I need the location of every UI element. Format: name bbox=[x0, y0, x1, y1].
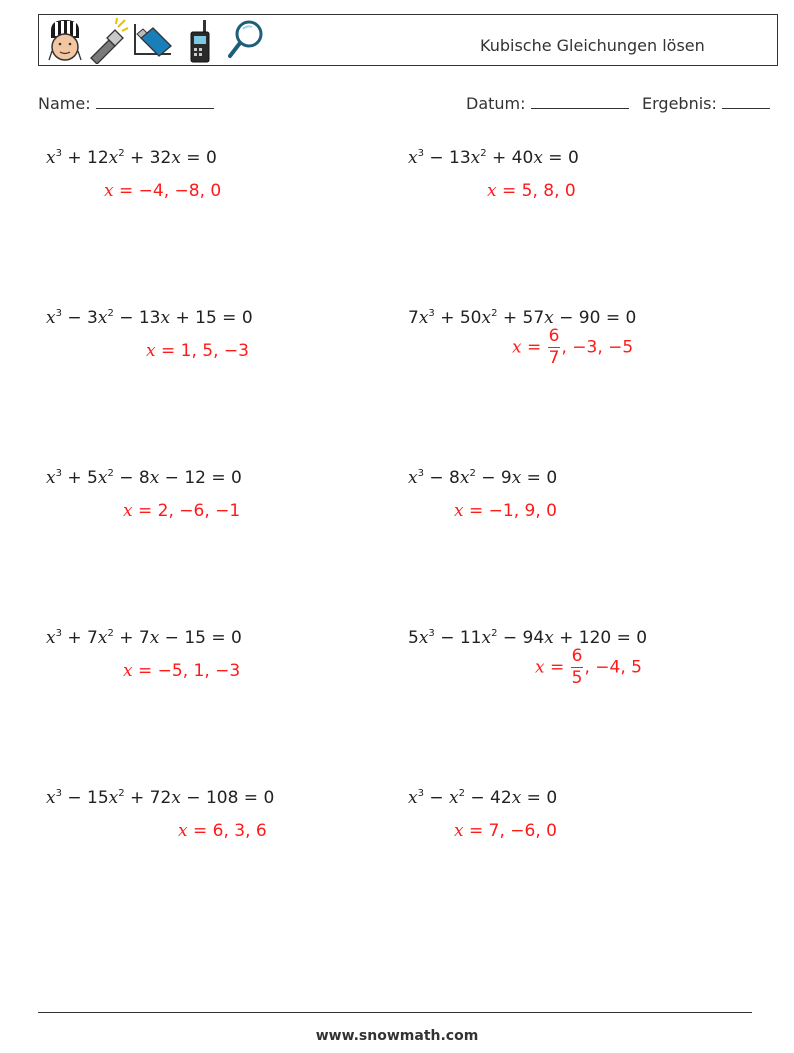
equation-term: + 50 bbox=[440, 308, 482, 328]
equation-term: − 94 bbox=[497, 628, 545, 648]
fraction-denominator: 7 bbox=[548, 348, 560, 368]
face-icon bbox=[45, 18, 85, 64]
problem-equation bbox=[408, 788, 557, 808]
exponent: 3 bbox=[417, 148, 424, 159]
equation-term: + 15 = 0 bbox=[170, 308, 253, 328]
equation-term: + 5 bbox=[67, 468, 98, 488]
problem-item bbox=[408, 788, 748, 888]
equation-term: = 0 bbox=[521, 468, 558, 488]
variable-x: x bbox=[511, 788, 522, 808]
answer-values: 2, −6, −1 bbox=[157, 501, 241, 521]
equation-term: − 13 bbox=[429, 148, 471, 168]
exponent: 3 bbox=[417, 788, 424, 799]
equation-term: − 12 = 0 bbox=[159, 468, 242, 488]
equation-term: − 90 = 0 bbox=[553, 308, 637, 328]
variable-x: x bbox=[470, 148, 481, 168]
problem-equation bbox=[408, 148, 579, 168]
date-field[interactable] bbox=[466, 93, 629, 113]
equation-term: − bbox=[429, 788, 450, 808]
equation-term: − 108 = 0 bbox=[180, 788, 275, 808]
problem-item bbox=[46, 628, 386, 728]
problem-item bbox=[408, 628, 748, 728]
variable-x: x bbox=[408, 148, 418, 168]
equation-term: + 72 bbox=[124, 788, 172, 808]
problem-equation bbox=[408, 628, 647, 648]
name-field[interactable] bbox=[38, 93, 214, 113]
equation-term: = 0 bbox=[180, 148, 217, 168]
exponent: 2 bbox=[491, 308, 498, 319]
answer-values: −4, −8, 0 bbox=[138, 181, 222, 201]
answer-values: −1, 9, 0 bbox=[488, 501, 557, 521]
answer-values: 7, −6, 0 bbox=[488, 821, 557, 841]
equation-term: − 42 bbox=[465, 788, 512, 808]
answer-variable: x bbox=[487, 181, 497, 201]
exponent: 3 bbox=[55, 308, 62, 319]
exponent: 3 bbox=[55, 628, 62, 639]
answer bbox=[535, 648, 642, 687]
answer-variable: x bbox=[454, 821, 464, 841]
variable-x: x bbox=[149, 468, 160, 488]
answer-fraction bbox=[571, 648, 584, 687]
answer-equals: = bbox=[187, 821, 213, 841]
leading-coefficient: 7 bbox=[408, 308, 419, 328]
equation-term: − 8 bbox=[429, 468, 460, 488]
answer bbox=[512, 328, 633, 367]
answer-variable: x bbox=[454, 501, 464, 521]
fraction-denominator: 5 bbox=[571, 668, 583, 688]
equation-term: + 7 bbox=[113, 628, 150, 648]
answer bbox=[146, 341, 249, 361]
exponent: 2 bbox=[118, 788, 125, 799]
answer-equals: = bbox=[113, 181, 139, 201]
equation-term: − 13 bbox=[113, 308, 161, 328]
variable-x: x bbox=[459, 468, 470, 488]
equation-term: + 32 bbox=[124, 148, 172, 168]
answer-variable: x bbox=[178, 821, 188, 841]
answer bbox=[487, 181, 576, 201]
footer-url: www.snowmath.com bbox=[315, 1028, 479, 1044]
problem-equation bbox=[46, 148, 217, 168]
answer bbox=[104, 181, 221, 201]
answer-variable: x bbox=[512, 337, 522, 358]
equation-term: − 9 bbox=[475, 468, 512, 488]
variable-x: x bbox=[418, 308, 429, 328]
exponent: 3 bbox=[55, 148, 62, 159]
answer bbox=[178, 821, 267, 841]
result-field[interactable] bbox=[642, 93, 770, 113]
usb-stick-icon bbox=[131, 18, 175, 64]
footer-divider bbox=[38, 1012, 752, 1013]
exponent: 2 bbox=[480, 148, 487, 159]
exponent: 3 bbox=[417, 468, 424, 479]
walkie-talkie-icon bbox=[185, 18, 215, 64]
equation-term: + 40 bbox=[486, 148, 534, 168]
equation-term: + 120 = 0 bbox=[553, 628, 648, 648]
variable-x: x bbox=[108, 148, 119, 168]
problem-item bbox=[46, 308, 386, 408]
equation-term: + 7 bbox=[67, 628, 98, 648]
variable-x: x bbox=[46, 148, 56, 168]
exponent: 2 bbox=[107, 308, 114, 319]
date-label: Datum: bbox=[466, 94, 526, 113]
variable-x: x bbox=[481, 628, 492, 648]
equation-term: + 12 bbox=[67, 148, 109, 168]
exponent: 3 bbox=[428, 308, 435, 319]
equation-term: − 11 bbox=[440, 628, 482, 648]
equation-term: − 15 = 0 bbox=[159, 628, 242, 648]
equation-term: − 15 bbox=[67, 788, 109, 808]
problem-equation bbox=[408, 468, 557, 488]
leading-coefficient: 5 bbox=[408, 628, 419, 648]
variable-x: x bbox=[97, 308, 108, 328]
worksheet-header bbox=[38, 14, 778, 66]
exponent: 2 bbox=[491, 628, 498, 639]
answer-fraction bbox=[548, 328, 561, 367]
answer-variable: x bbox=[535, 657, 545, 678]
answer-equals: = bbox=[463, 501, 489, 521]
equation-term: = 0 bbox=[542, 148, 579, 168]
answer-equals: = bbox=[544, 657, 570, 678]
magnifier-icon bbox=[225, 18, 265, 64]
name-label: Name: bbox=[38, 94, 91, 113]
answer bbox=[454, 501, 557, 521]
variable-x: x bbox=[544, 628, 554, 648]
variable-x: x bbox=[408, 468, 418, 488]
problem-equation bbox=[46, 788, 274, 808]
exponent: 3 bbox=[428, 628, 435, 639]
answer-values: , −3, −5 bbox=[561, 337, 634, 358]
exponent: 2 bbox=[107, 628, 114, 639]
variable-x: x bbox=[108, 788, 119, 808]
equation-term: − 3 bbox=[67, 308, 98, 328]
answer-values: 1, 5, −3 bbox=[180, 341, 249, 361]
variable-x: x bbox=[418, 628, 429, 648]
answer-values: −5, 1, −3 bbox=[157, 661, 241, 681]
page-title: Kubische Gleichungen lösen bbox=[480, 36, 705, 55]
variable-x: x bbox=[46, 308, 56, 328]
exponent: 2 bbox=[107, 468, 114, 479]
answer bbox=[454, 821, 557, 841]
problem-item bbox=[46, 788, 386, 888]
exponent: 2 bbox=[469, 468, 476, 479]
result-blank[interactable] bbox=[722, 93, 770, 109]
problem-equation bbox=[46, 468, 242, 488]
answer-equals: = bbox=[463, 821, 489, 841]
problem-item bbox=[46, 468, 386, 568]
variable-x: x bbox=[46, 628, 56, 648]
problem-item bbox=[408, 148, 748, 248]
variable-x: x bbox=[46, 788, 56, 808]
fraction-numerator: 6 bbox=[548, 326, 560, 346]
variable-x: x bbox=[46, 468, 56, 488]
answer-variable: x bbox=[146, 341, 156, 361]
problem-item bbox=[408, 468, 748, 568]
problem-equation bbox=[46, 308, 253, 328]
equation-term: + 57 bbox=[497, 308, 545, 328]
variable-x: x bbox=[97, 468, 108, 488]
variable-x: x bbox=[408, 788, 418, 808]
problem-item bbox=[408, 308, 748, 408]
fraction-numerator: 6 bbox=[571, 646, 583, 666]
equation-term: − 8 bbox=[113, 468, 150, 488]
problem-equation bbox=[46, 628, 242, 648]
answer-variable: x bbox=[123, 661, 133, 681]
flashlight-icon bbox=[87, 18, 129, 64]
variable-x: x bbox=[97, 628, 108, 648]
answer-values: , −4, 5 bbox=[584, 657, 642, 678]
variable-x: x bbox=[449, 788, 459, 808]
answer-equals: = bbox=[132, 661, 158, 681]
exponent: 3 bbox=[55, 788, 62, 799]
variable-x: x bbox=[544, 308, 554, 328]
exponent: 2 bbox=[118, 148, 125, 159]
variable-x: x bbox=[160, 308, 171, 328]
answer bbox=[123, 661, 240, 681]
variable-x: x bbox=[171, 148, 181, 168]
result-label: Ergebnis: bbox=[642, 94, 717, 113]
answer-equals: = bbox=[132, 501, 158, 521]
answer-values: 6, 3, 6 bbox=[212, 821, 267, 841]
name-blank[interactable] bbox=[96, 93, 214, 109]
variable-x: x bbox=[149, 628, 160, 648]
variable-x: x bbox=[481, 308, 492, 328]
problem-item bbox=[46, 148, 386, 248]
answer-equals: = bbox=[521, 337, 547, 358]
problem-equation bbox=[408, 308, 636, 328]
exponent: 2 bbox=[458, 788, 465, 799]
answer-equals: = bbox=[155, 341, 181, 361]
variable-x: x bbox=[511, 468, 522, 488]
equation-term: = 0 bbox=[521, 788, 558, 808]
answer-variable: x bbox=[104, 181, 114, 201]
date-blank[interactable] bbox=[531, 93, 629, 109]
answer bbox=[123, 501, 240, 521]
answer-equals: = bbox=[496, 181, 522, 201]
answer-values: 5, 8, 0 bbox=[521, 181, 576, 201]
exponent: 3 bbox=[55, 468, 62, 479]
variable-x: x bbox=[533, 148, 543, 168]
variable-x: x bbox=[171, 788, 181, 808]
answer-variable: x bbox=[123, 501, 133, 521]
